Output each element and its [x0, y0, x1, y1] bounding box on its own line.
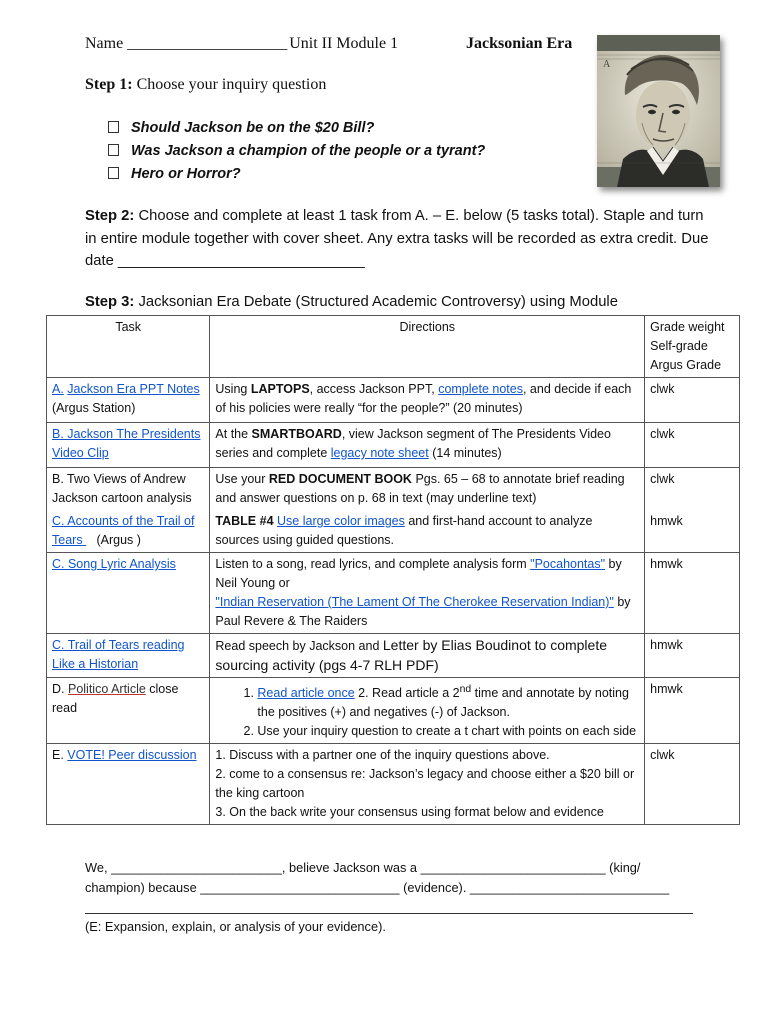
- table-row: [47, 553, 740, 634]
- header-task: Task: [47, 316, 210, 378]
- task-cell: C. Accounts of the Trail of Tears (Argus ): [47, 510, 210, 553]
- portrait-svg: [597, 35, 720, 187]
- grade-cell: hmwk: [645, 634, 740, 678]
- directions-cell: Use your RED DOCUMENT BOOK Pgs. 65 – 68 to annotate brief reading and answer questions on p. 68 in text (may underline text): [210, 468, 645, 511]
- grade-cell: hmwk: [645, 678, 740, 744]
- pocahontas-link[interactable]: "Pocahontas": [530, 557, 606, 571]
- legacy-note-sheet-link[interactable]: legacy note sheet: [330, 446, 429, 460]
- directions-cell: 1. Discuss with a partner one of the inquiry questions above. 2. come to a consensus re: Jackson’s legacy and choose either a $20 bill or the king cartoon 3. On the back write your consensus using format below and evidence: [210, 744, 645, 825]
- step3-heading: [85, 294, 618, 310]
- grade-cell: clwk: [645, 423, 740, 468]
- large-color-images-link[interactable]: Use large color images: [277, 514, 405, 528]
- directions-cell: Listen to a song, read lyrics, and complete analysis form "Pocahontas" by Neil Young or "Indian Reservation (The Lament Of The Cherokee Reservation Indian)" by Paul Revere & The Raiders: [210, 553, 645, 634]
- consensus-note: (E: Expansion, explain, or analysis of your evidence).: [85, 919, 386, 934]
- directions-cell: TABLE #4 Use large color images and first-hand account to analyze sources using guided questions.: [210, 510, 645, 553]
- grade-cell: hmwk: [645, 510, 740, 553]
- politico-article-link[interactable]: Politico Article: [67, 682, 146, 696]
- checkbox-icon[interactable]: [108, 167, 119, 179]
- song-lyric-analysis-link[interactable]: C. Song Lyric Analysis: [52, 557, 176, 571]
- task-cell: [47, 634, 210, 678]
- table-row: [47, 468, 740, 511]
- inquiry-question-list: [108, 117, 485, 186]
- inquiry-question[interactable]: Was Jackson a champion of the people or a tyrant?: [108, 140, 485, 163]
- task-cell: D. Politico Article close read: [47, 678, 210, 744]
- list-item: 2. Use your inquiry question to create a t chart with points on each side: [257, 722, 639, 741]
- complete-notes-link[interactable]: complete notes: [438, 382, 523, 396]
- table-row: [47, 634, 740, 678]
- header: [85, 35, 573, 53]
- table-row: [47, 744, 740, 825]
- presidents-video-link[interactable]: B. Jackson The Presidents Video Clip: [52, 427, 201, 460]
- vote-peer-discussion-link[interactable]: VOTE! Peer discussion: [67, 748, 197, 763]
- step2-label: Step 2:: [85, 208, 135, 224]
- inquiry-question[interactable]: Should Jackson be on the $20 Bill?: [108, 117, 485, 140]
- politico-steps-list: [215, 680, 639, 741]
- directions-cell: Read speech by Jackson and Letter by Elias Boudinot to complete sourcing activity (pgs 4-7 RLH PDF): [210, 634, 645, 678]
- header-directions: Directions: [210, 316, 645, 378]
- task-cell: [47, 423, 210, 468]
- era-title: Jacksonian Era: [466, 35, 573, 52]
- grade-cell: hmwk: [645, 553, 740, 634]
- step3-label: Step 3:: [85, 294, 135, 310]
- inquiry-question[interactable]: Hero or Horror?: [108, 163, 485, 186]
- directions-cell: Using LAPTOPS, access Jackson PPT, complete notes, and decide if each of his policies were really “for the people?” (20 minutes): [210, 378, 645, 423]
- table-row: [47, 423, 740, 468]
- checkbox-icon[interactable]: [108, 121, 119, 133]
- list-item: 1. Read article once 2. Read article a 2nd time and annotate by noting the positives (+) and negatives (-) of Jackson.: [257, 680, 639, 722]
- andrew-jackson-portrait-icon: [597, 35, 720, 187]
- task-table: [46, 315, 740, 825]
- task-cell: A. Jackson Era PPT Notes (Argus Station): [47, 378, 210, 423]
- trail-of-tears-accounts-link[interactable]: C. Accounts of the Trail of Tears: [52, 514, 195, 547]
- indian-reservation-link[interactable]: "Indian Reservation (The Lament Of The Cherokee Reservation Indian)": [215, 595, 614, 609]
- table-row: [47, 678, 740, 744]
- header-grade: Grade weight Self-grade Argus Grade: [645, 316, 740, 378]
- directions-cell: At the SMARTBOARD, view Jackson segment of The Presidents Video series and complete legacy note sheet (14 minutes): [210, 423, 645, 468]
- directions-cell: [210, 678, 645, 744]
- step1-heading: [85, 76, 326, 94]
- step3-text: Jacksonian Era Debate (Structured Academic Controversy) using Module: [134, 294, 618, 310]
- task-prefix-link[interactable]: A.: [52, 382, 64, 396]
- module-label: Unit II Module 1: [289, 35, 399, 52]
- step2-paragraph: [85, 205, 710, 273]
- step1-label: Step 1:: [85, 76, 133, 93]
- consensus-line-1: We, ________________________, believe Jackson was a __________________________ (king/: [85, 860, 641, 875]
- grade-cell: clwk: [645, 468, 740, 511]
- name-field: Name ____________________: [85, 35, 288, 52]
- divider-line: [85, 913, 693, 914]
- reading-like-historian-link[interactable]: C. Trail of Tears reading Like a Historian: [52, 638, 185, 671]
- read-article-once-link[interactable]: Read article once: [257, 686, 355, 701]
- jackson-ppt-notes-link[interactable]: Jackson Era PPT Notes: [67, 382, 200, 396]
- task-cell: E. VOTE! Peer discussion: [47, 744, 210, 825]
- task-cell: [47, 553, 210, 634]
- grade-cell: clwk: [645, 744, 740, 825]
- checkbox-icon[interactable]: [108, 144, 119, 156]
- portrait-corner-text: A: [603, 59, 611, 70]
- task-cell: B. Two Views of Andrew Jackson cartoon analysis: [47, 468, 210, 511]
- grade-cell: clwk: [645, 378, 740, 423]
- step2-text: Choose and complete at least 1 task from A. – E. below (5 tasks total). Staple and turn in entire module together with cover sheet. Any extra tasks will be recorded as extra credit. Due date ______________________________: [85, 208, 709, 270]
- table-row: [47, 378, 740, 423]
- table-header-row: [47, 316, 740, 378]
- consensus-line-2: champion) because ____________________________ (evidence). ____________________________: [85, 879, 670, 895]
- step1-text: Choose your inquiry question: [132, 76, 327, 93]
- consensus-template: [85, 858, 725, 897]
- table-row: [47, 510, 740, 553]
